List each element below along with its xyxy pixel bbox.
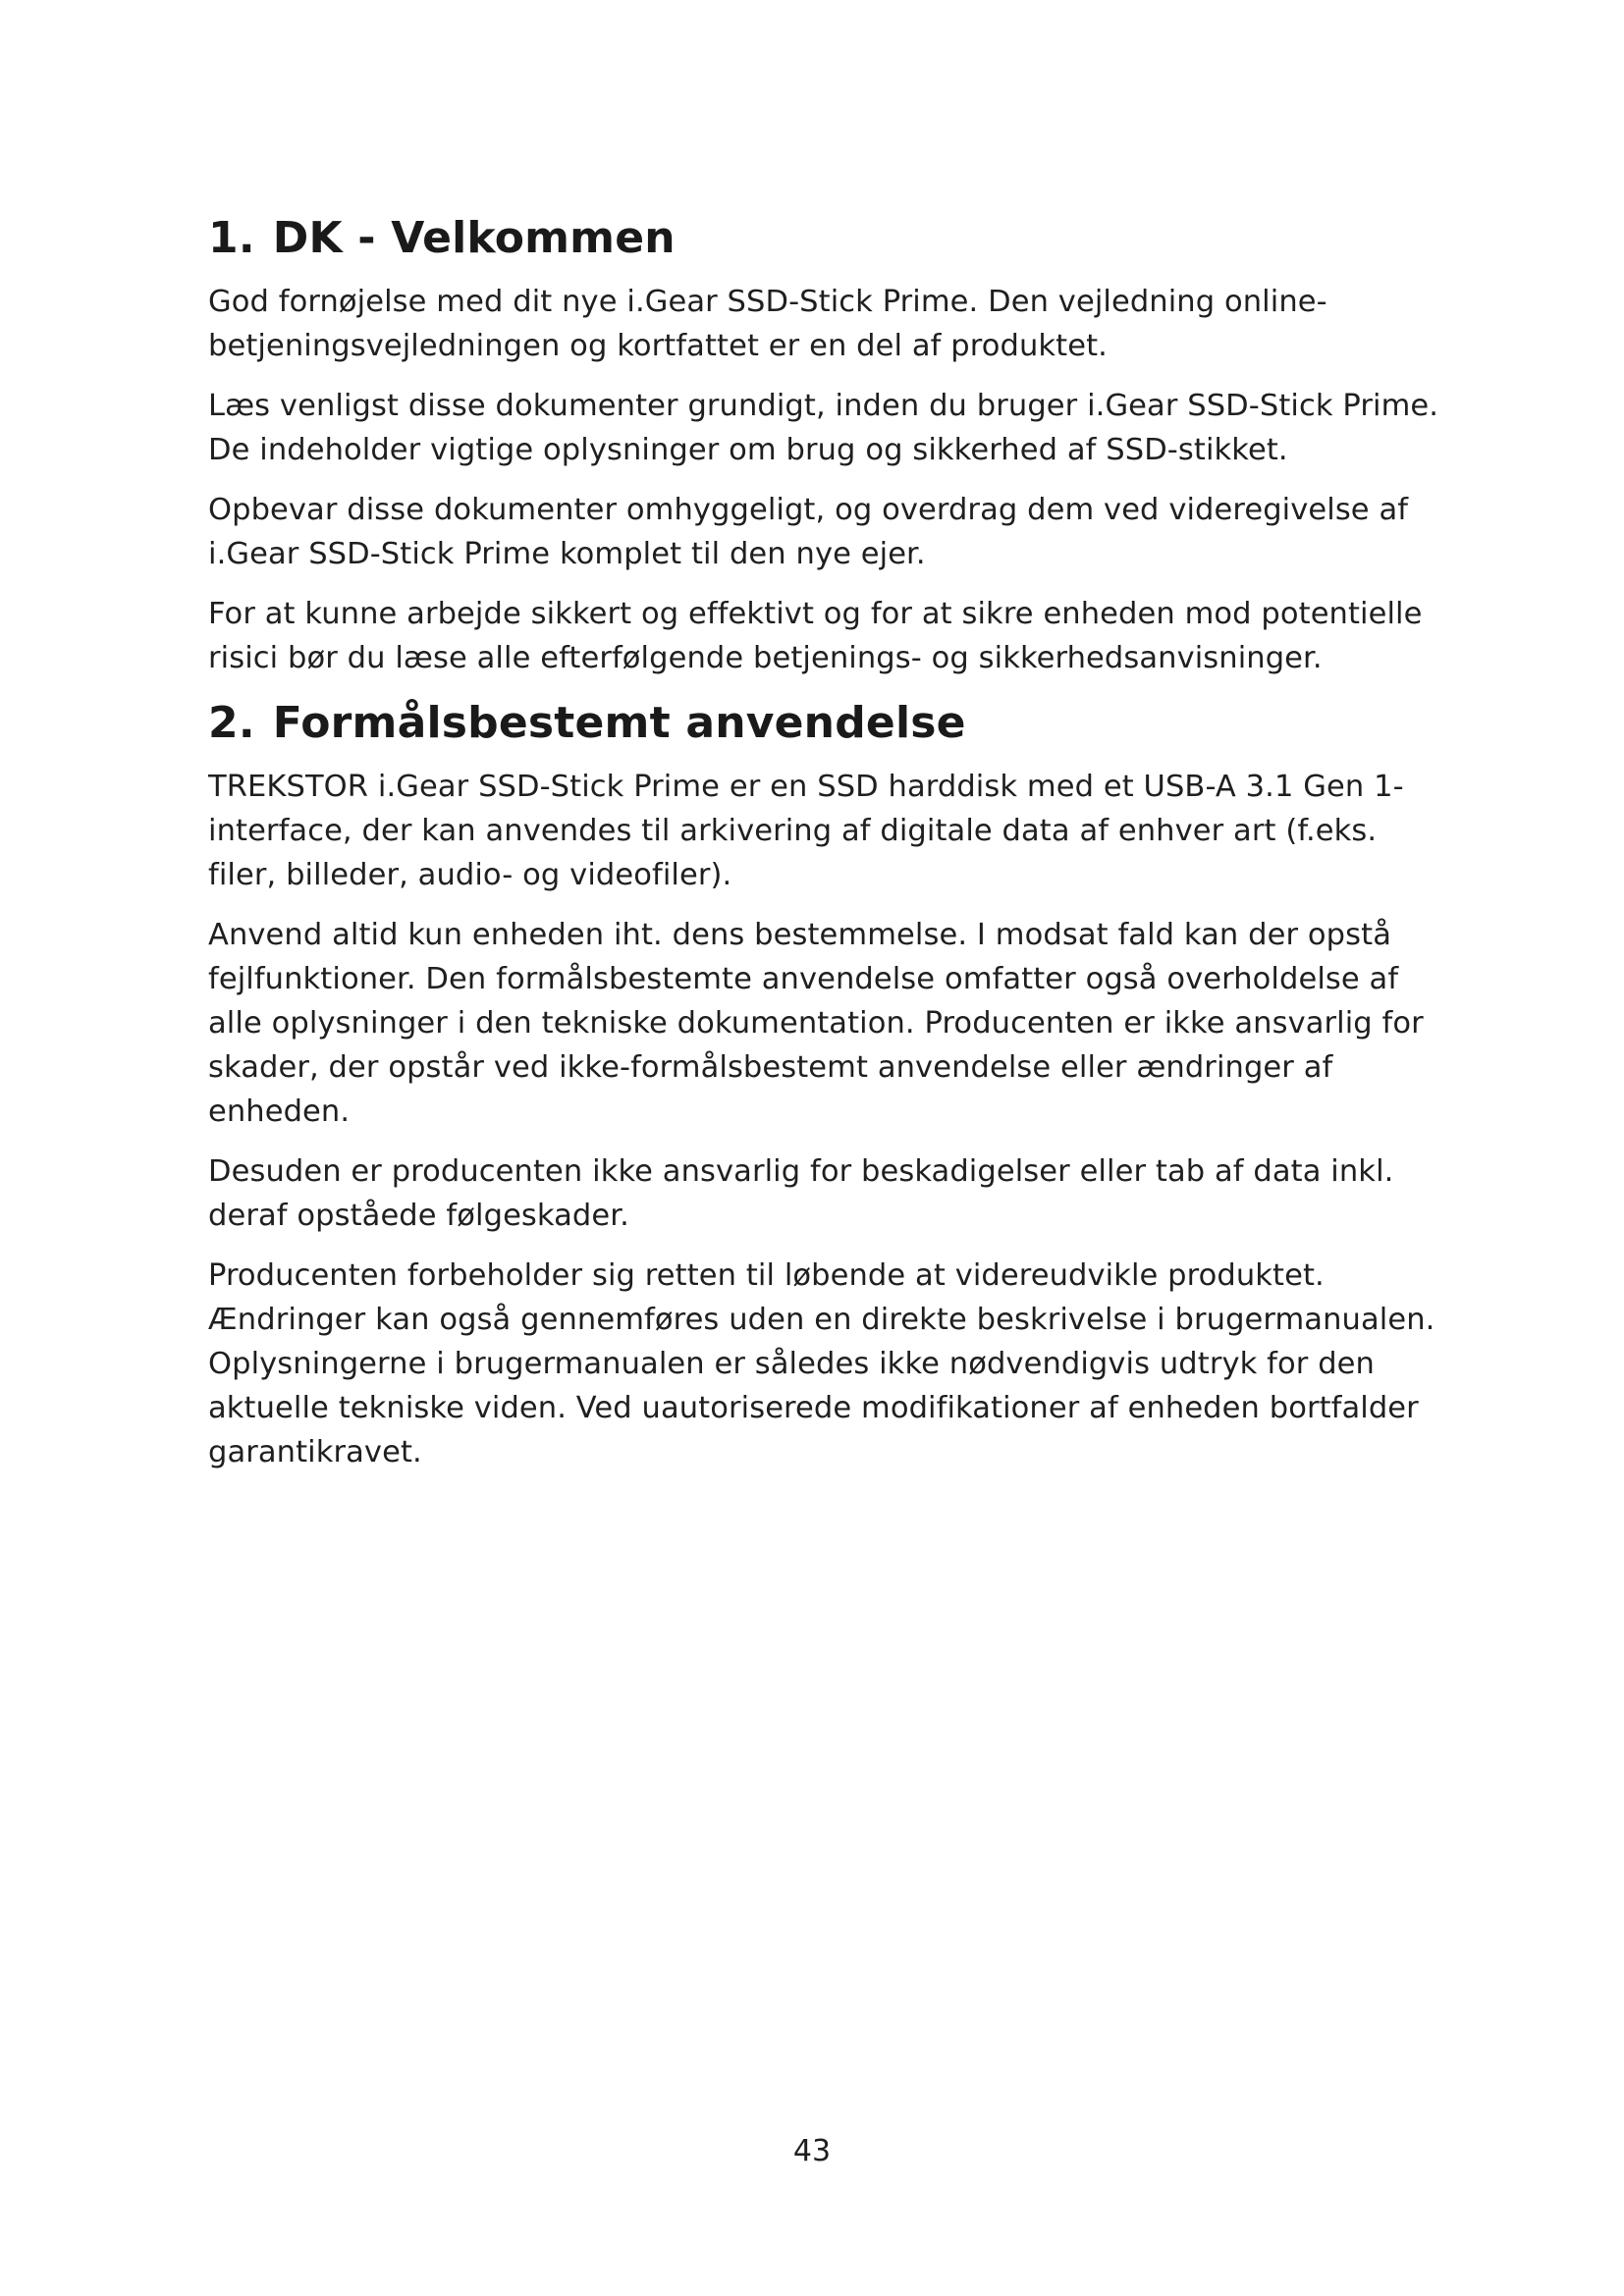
- paragraph: Anvend altid kun enheden iht. dens bestemmelse. I modsat fald kan der opstå fejlfunktioner. Den formålsbestemte anvendelse omfatter også overholdelse af alle oplysninger i den tekniske dokumentation. Producenten er ikke ansvarlig for skader, der opstår ved ikke-formålsbestemt anvendelse eller ændringer af enheden.: [208, 918, 1424, 1129]
- page-content: [208, 211, 1440, 1490]
- section-number: 1.: [208, 213, 255, 263]
- paragraph: God fornøjelse med dit nye i.Gear SSD-Stick Prime. Den vejledning online-betjeningsvejledningen og kortfattet er en del af produktet.: [208, 285, 1327, 363]
- section-heading: [208, 211, 1440, 266]
- section-title: Formålsbestemt anvendelse: [272, 698, 966, 748]
- section-number: 2.: [208, 698, 255, 748]
- page-number: 43: [792, 2134, 832, 2168]
- section-intended-use: [208, 696, 1440, 1474]
- paragraph: Desuden er producenten ikke ansvarlig for beskadigelser eller tab af data inkl. deraf opståede følgeskader.: [208, 1154, 1394, 1233]
- paragraph: Læs venligst disse dokumenter grundigt, inden du bruger i.Gear SSD-Stick Prime. De indeholder vigtige oplysninger om brug og sikkerhed af SSD-stikket.: [208, 389, 1439, 467]
- paragraph: For at kunne arbejde sikkert og effektivt og for at sikre enheden mod potentielle risici bør du læse alle efterfølgende betjenings- og sikkerhedsanvisninger.: [208, 597, 1423, 675]
- paragraph: Opbevar disse dokumenter omhyggeligt, og overdrag dem ved videregivelse af i.Gear SSD-Stick Prime komplet til den nye ejer.: [208, 493, 1409, 571]
- paragraph: Producenten forbeholder sig retten til løbende at videreudvikle produktet. Ændringer kan også gennemføres uden en direkte beskrivelse i brugermanualen. Oplysningerne i brugermanualen er således ikke nødvendigvis udtryk for den aktuelle tekniske viden. Ved uautoriserede modifikationer af enheden bortfalder garantikravet.: [208, 1258, 1435, 1469]
- section-title: DK - Velkommen: [272, 213, 676, 263]
- paragraph: TREKSTOR i.Gear SSD-Stick Prime er en SSD harddisk med et USB-A 3.1 Gen 1-interface, der kan anvendes til arkivering af digitale data af enhver art (f.eks. filer, billeder, audio- og videofiler).: [208, 770, 1404, 892]
- section-welcome: [208, 211, 1440, 680]
- section-heading: [208, 696, 1440, 751]
